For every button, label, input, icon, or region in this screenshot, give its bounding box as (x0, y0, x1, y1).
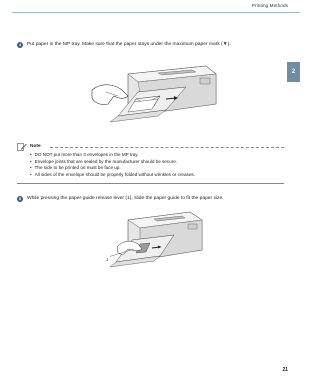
step-number-badge: 5 (18, 196, 22, 201)
note-divider-bottom (17, 183, 284, 184)
page-number: 21 (282, 367, 288, 373)
header-divider (12, 12, 300, 13)
step-5-text: While pressing the paper-guide release lever (1), slide the paper guide to fit the paper size. (27, 196, 224, 201)
note-list (30, 152, 195, 179)
step-4 (17, 42, 231, 49)
paper-guide-illustration (110, 206, 206, 274)
note-item: • The side to be printed on must be face up. (30, 165, 195, 172)
note-item: • All sides of the envelope should be properly folded without wrinkles or creases. (30, 172, 195, 179)
note-pencil-icon (17, 143, 27, 151)
callout-label-lever: 1 (106, 257, 109, 262)
note-heading: Note (30, 144, 41, 149)
step-number-badge: 4 (18, 42, 22, 47)
running-header-title: Printing Methods (251, 3, 288, 8)
chapter-tab: 2 (287, 62, 300, 82)
mp-tray-envelope-illustration (88, 52, 220, 128)
note-divider-top (50, 147, 284, 148)
note-item: • Envelope joints that are sealed by the manufacturer should be secure. (30, 159, 195, 166)
note-item: • DO NOT put more than 3 envelopes in the MP tray. (30, 152, 195, 159)
step-5 (17, 196, 224, 203)
step-4-text: Put paper in the MP tray. Make sure that the paper stays under the maximum paper mark (▼). (27, 42, 231, 47)
